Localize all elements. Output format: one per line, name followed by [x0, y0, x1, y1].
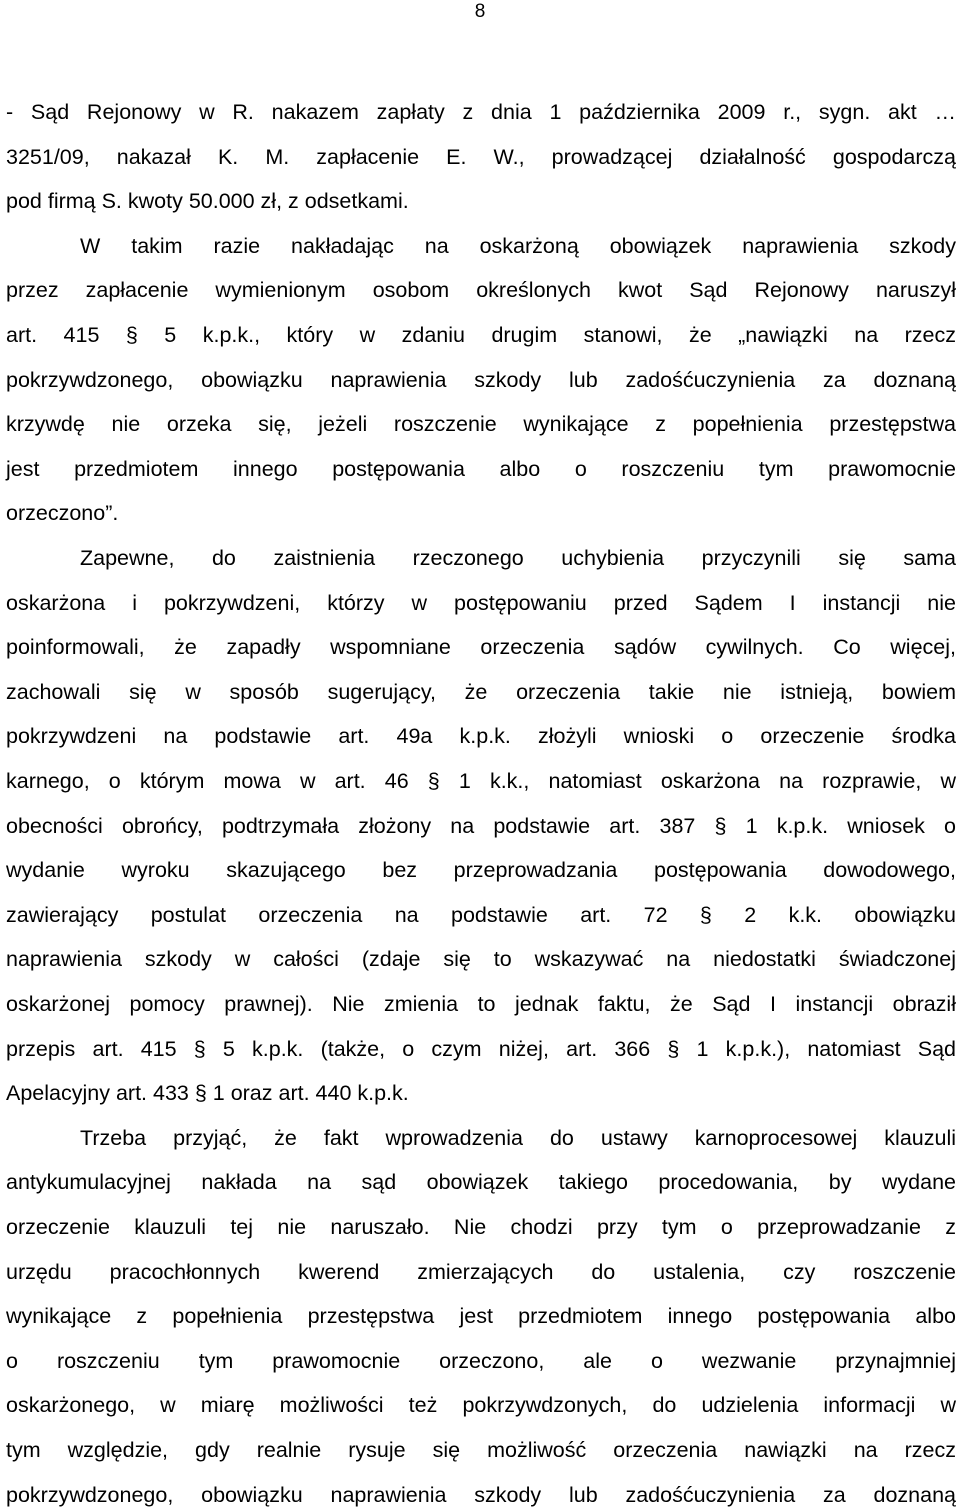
text-line: W takim razie nakładając na oskarżoną obowiązek naprawienia szkody [80, 233, 956, 258]
text-line: zachowali się w sposób sugerujący, że orzeczenia takie nie istnieją, bowiem [6, 679, 956, 704]
text-line: pokrzywdzonego, obowiązku naprawienia szkody lub zadośćuczynienia za doznaną [6, 1482, 956, 1507]
text-line: przez zapłacenie wymienionym osobom określonych kwot Sąd Rejonowy naruszył [6, 278, 956, 303]
text-line: przepis art. 415 § 5 k.p.k. (także, o czym niżej, art. 366 § 1 k.p.k.), natomiast Sąd [6, 1036, 956, 1061]
text-line: Zapewne, do zaistnienia rzeczonego uchybienia przyczynili się sama [80, 546, 956, 570]
text-line: - Sąd Rejonowy w R. nakazem zapłaty z dnia 1 października 2009 r., sygn. akt … [6, 100, 956, 124]
text-line: wynikające z popełnienia przestępstwa jest przedmiotem innego postępowania albo [6, 1304, 956, 1329]
text-line: o roszczeniu tym prawomocnie orzeczono, ale o wezwanie przynajmniej [6, 1348, 956, 1373]
text-line: pod firmą S. kwoty 50.000 zł, z odsetkami. [6, 189, 409, 214]
text-line: Apelacyjny art. 433 § 1 oraz art. 440 k.p.k. [6, 1081, 409, 1106]
text-line: orzeczono”. [6, 501, 119, 526]
page-number: 8 [474, 1, 486, 22]
text-line: tym względzie, gdy realnie rysuje się możliwość orzeczenia nawiązki na rzecz [6, 1438, 956, 1462]
text-line: jest przedmiotem innego postępowania albo o roszczeniu tym prawomocnie [6, 456, 956, 481]
text-line: oskarżonej pomocy prawnej). Nie zmienia to jednak faktu, że Sąd I instancji obraził [6, 992, 956, 1016]
text-line: art. 415 § 5 k.p.k., który w zdaniu drugim stanowi, że „nawiązki na rzecz [6, 323, 956, 347]
text-line: pokrzywdzeni na podstawie art. 49a k.p.k. złożyli wnioski o orzeczenie środka [6, 724, 956, 749]
text-line: oskarżona i pokrzywdzeni, którzy w postępowaniu przed Sądem I instancji nie [6, 590, 956, 615]
text-line: Trzeba przyjąć, że fakt wprowadzenia do ustawy karnoprocesowej klauzuli [80, 1125, 956, 1150]
text-line: krzywdę nie orzeka się, jeżeli roszczenie wynikające z popełnienia przestępstwa [6, 412, 956, 437]
text-line: pokrzywdzonego, obowiązku naprawienia szkody lub zadośćuczynienia za doznaną [6, 367, 956, 392]
text-line: karnego, o którym mowa w art. 46 § 1 k.k., natomiast oskarżona na rozprawie, w [6, 769, 956, 793]
text-line: naprawienia szkody w całości (zdaje się to wskazywać na niedostatki świadczonej [6, 947, 956, 972]
text-line: wydanie wyroku skazującego bez przeprowadzania postępowania dowodowego, [6, 858, 956, 883]
text-line: antykumulacyjnej nakłada na sąd obowiązek takiego procedowania, by wydane [6, 1170, 956, 1195]
text-line: oskarżonego, w miarę możliwości też pokrzywdzonych, do udzielenia informacji w [6, 1393, 956, 1418]
text-line: zawierający postulat orzeczenia na podstawie art. 72 § 2 k.k. obowiązku [6, 902, 956, 927]
text-line: obecności obrońcy, podtrzymała złożony na podstawie art. 387 § 1 k.p.k. wniosek o [6, 813, 956, 838]
text-line: 3251/09, nakazał K. M. zapłacenie E. W., prowadzącej działalność gospodarczą [6, 144, 956, 169]
text-line: poinformowali, że zapadły wspomniane orzeczenia sądów cywilnych. Co więcej, [6, 635, 956, 660]
text-line: orzeczenie klauzuli tej nie naruszało. Nie chodzi przy tym o przeprowadzanie z [6, 1215, 956, 1239]
text-line: urzędu pracochłonnych kwerend zmierzających do ustalenia, czy roszczenie [6, 1259, 956, 1284]
